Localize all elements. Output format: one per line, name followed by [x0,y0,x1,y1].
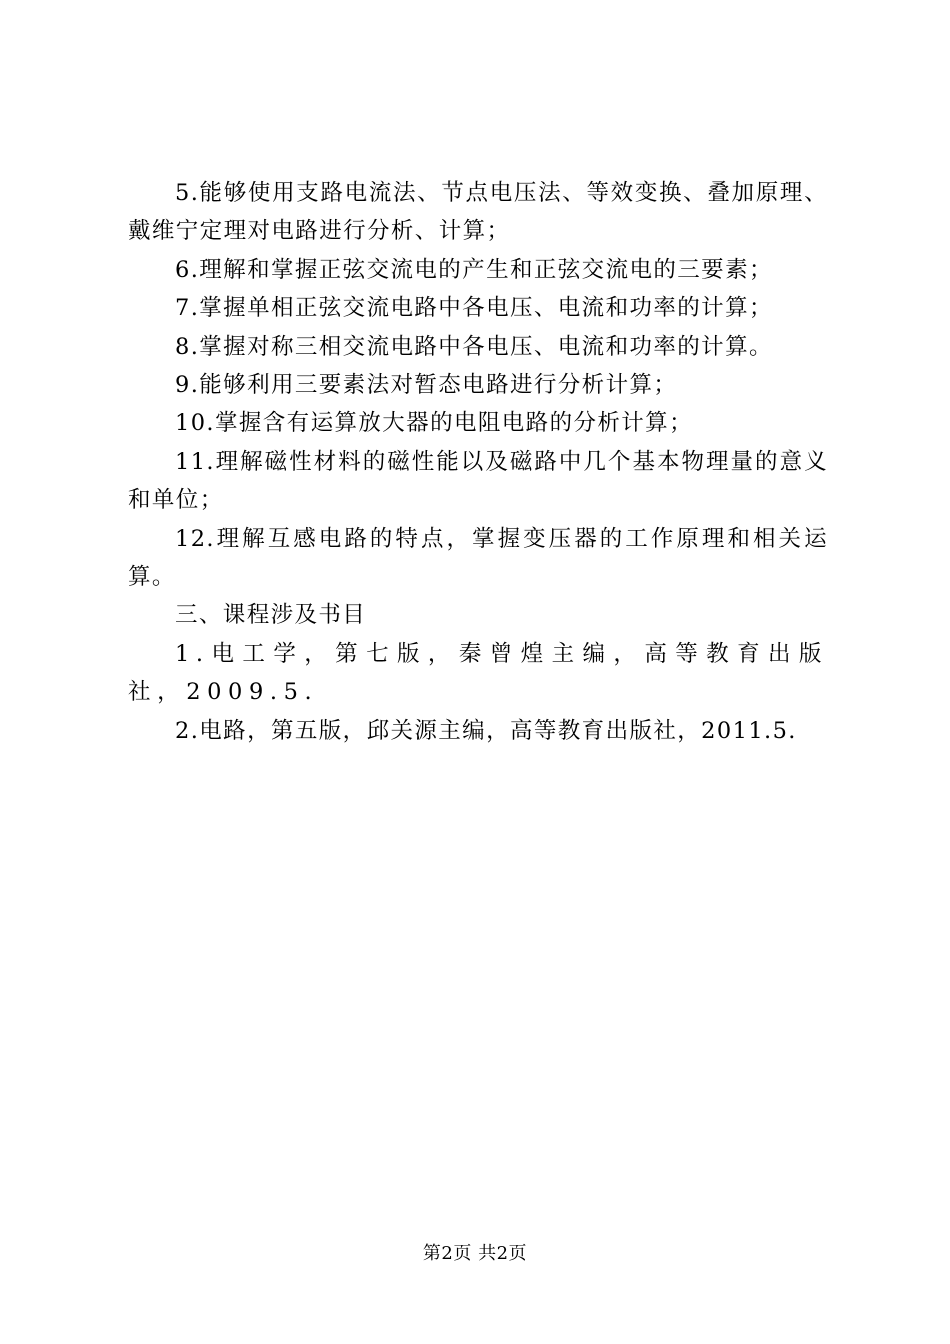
paragraph-objective-10: 10.掌握含有运算放大器的电阻电路的分析计算； [175,410,693,437]
document-body [128,174,828,750]
paragraph-objective-9: 9.能够利用三要素法对暂态电路进行分析计算； [175,372,678,399]
paragraph-objective-5: 5.能够使用支路电流法、节点电压法、等效变换、叠加原理、戴维宁定理对电路进行分析、计算； [128,180,828,245]
section-heading-books: 三、课程涉及书目 [175,602,367,629]
paragraph-objective-12: 12.理解互感电路的特点，掌握变压器的工作原理和相关运算。 [128,525,828,591]
paragraph-objective-11: 11.理解磁性材料的磁性能以及磁路中几个基本物理量的意义和单位； [128,448,828,514]
reference-item-1: 1.电工学，第七版，秦曾煌主编，高等教育出版社，2009.5. [128,640,828,706]
paragraph-objective-8: 8.掌握对称三相交流电路中各电压、电流和功率的计算。 [175,333,773,360]
reference-item-2: 2.电路，第五版，邱关源主编，高等教育出版社，2011.5. [175,717,797,744]
paragraph-objective-7: 7.掌握单相正弦交流电路中各电压、电流和功率的计算； [175,295,773,322]
paragraph-objective-6: 6.理解和掌握正弦交流电的产生和正弦交流电的三要素； [175,256,773,283]
page-footer: 第2页 共2页 [422,1243,528,1264]
